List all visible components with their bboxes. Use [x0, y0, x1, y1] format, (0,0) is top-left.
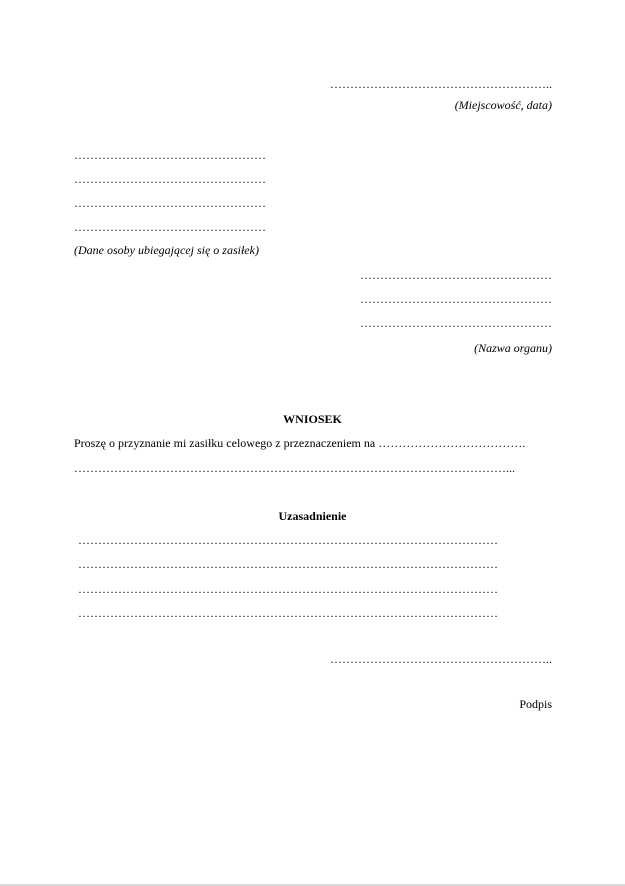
authority-line-1: ………………………………………… [360, 268, 552, 282]
applicant-line-4: ………………………………………… [74, 220, 266, 234]
request-text: Proszę o przyznanie mi zasiłku celowego z przeznaczeniem na ………………………………. [74, 436, 526, 450]
applicant-line-1: ………………………………………… [74, 148, 266, 162]
applicant-line-2: ………………………………………… [74, 172, 266, 186]
place-date-dots: ……………………………………………….. [330, 77, 552, 91]
authority-label: (Nazwa organu) [474, 341, 552, 355]
request-continuation: ………………………………………………………………………………………………... [74, 461, 515, 475]
request-title: WNIOSEK [283, 412, 342, 426]
justification-title: Uzasadnienie [278, 509, 347, 523]
signature-dots: ……………………………………………….. [330, 652, 552, 666]
justification-line-3: …………………………………………………………………………………………… [78, 582, 498, 596]
justification-line-1: …………………………………………………………………………………………… [78, 533, 498, 547]
authority-line-2: ………………………………………… [360, 292, 552, 306]
justification-line-2: …………………………………………………………………………………………… [78, 557, 498, 571]
signature-label: Podpis [519, 697, 552, 711]
place-date-label: (Miejscowość, data) [454, 98, 552, 112]
applicant-line-3: ………………………………………… [74, 196, 266, 210]
justification-line-4: …………………………………………………………………………………………… [78, 606, 498, 620]
applicant-label: (Dane osoby ubiegającej się o zasiłek) [74, 243, 259, 257]
authority-line-3: ………………………………………… [360, 316, 552, 330]
